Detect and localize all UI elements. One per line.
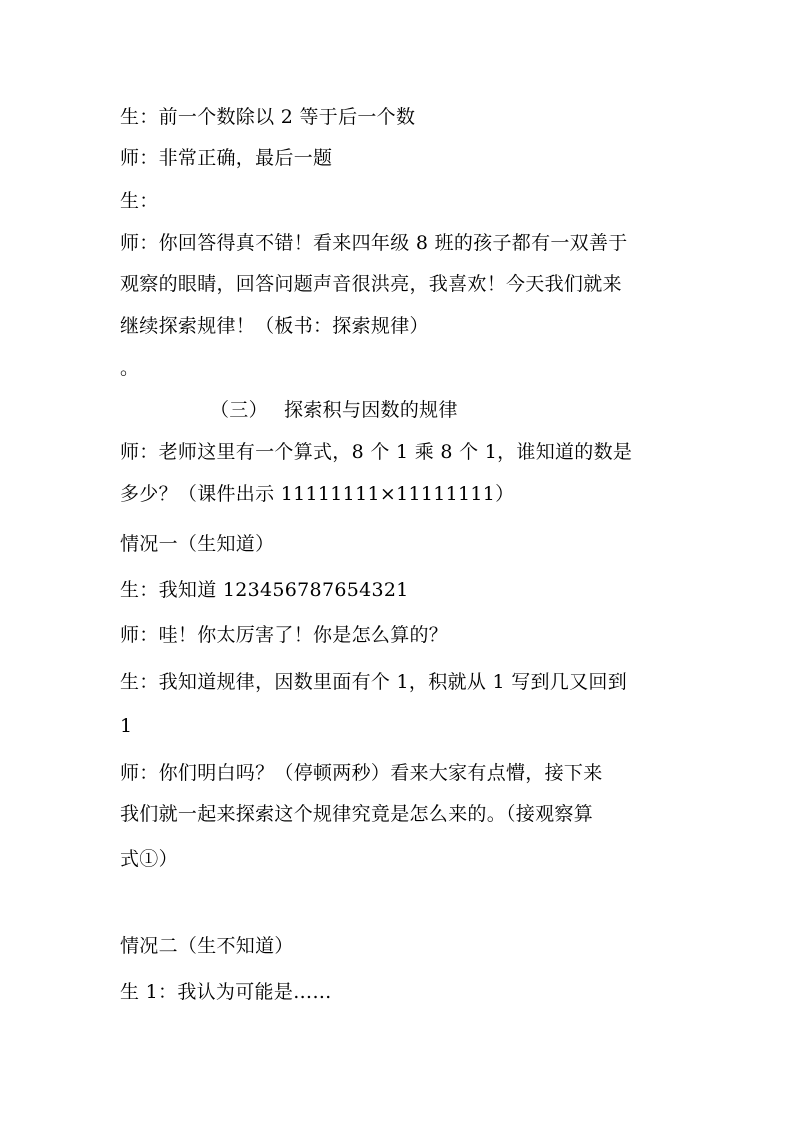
line-17: 我们就一起来探索这个规律究竟是怎么来的。（接观察算	[120, 803, 594, 825]
line-14: 生：我知道规律，因数里面有个 1，积就从 1 写到几又回到	[120, 671, 627, 693]
line-16: 师：你们明白吗？（停顿两秒）看来大家有点懵，接下来	[120, 762, 603, 784]
section-heading: （三） 探索积与因数的规律	[210, 399, 458, 421]
line-19: 情况二（生不知道）	[120, 935, 294, 957]
line-3: 生：	[120, 190, 159, 212]
line-11: 情况一（生知道）	[120, 533, 275, 555]
line-12: 生：我知道 123456787654321	[120, 579, 409, 601]
line-4: 师：你回答得真不错！看来四年级 8 班的孩子都有一双善于	[120, 232, 628, 254]
line-10: 多少？（课件出示 11111111×11111111）	[120, 483, 515, 505]
line-2: 师：非常正确，最后一题	[120, 147, 333, 169]
line-9: 师：老师这里有一个算式，8 个 1 乘 8 个 1，谁知道的数是	[120, 441, 633, 463]
line-1: 生：前一个数除以 2 等于后一个数	[120, 106, 416, 128]
line-6: 继续探索规律！（板书：探索规律）	[120, 315, 429, 337]
line-18: 式①）	[120, 848, 178, 870]
line-13: 师：哇！你太厉害了！你是怎么算的？	[120, 624, 449, 646]
line-15: 1	[120, 715, 133, 737]
line-20: 生 1：我认为可能是……	[120, 981, 332, 1003]
line-5: 观察的眼睛，回答问题声音很洪亮，我喜欢！今天我们就来	[120, 273, 622, 295]
line-7: 。	[120, 357, 140, 379]
